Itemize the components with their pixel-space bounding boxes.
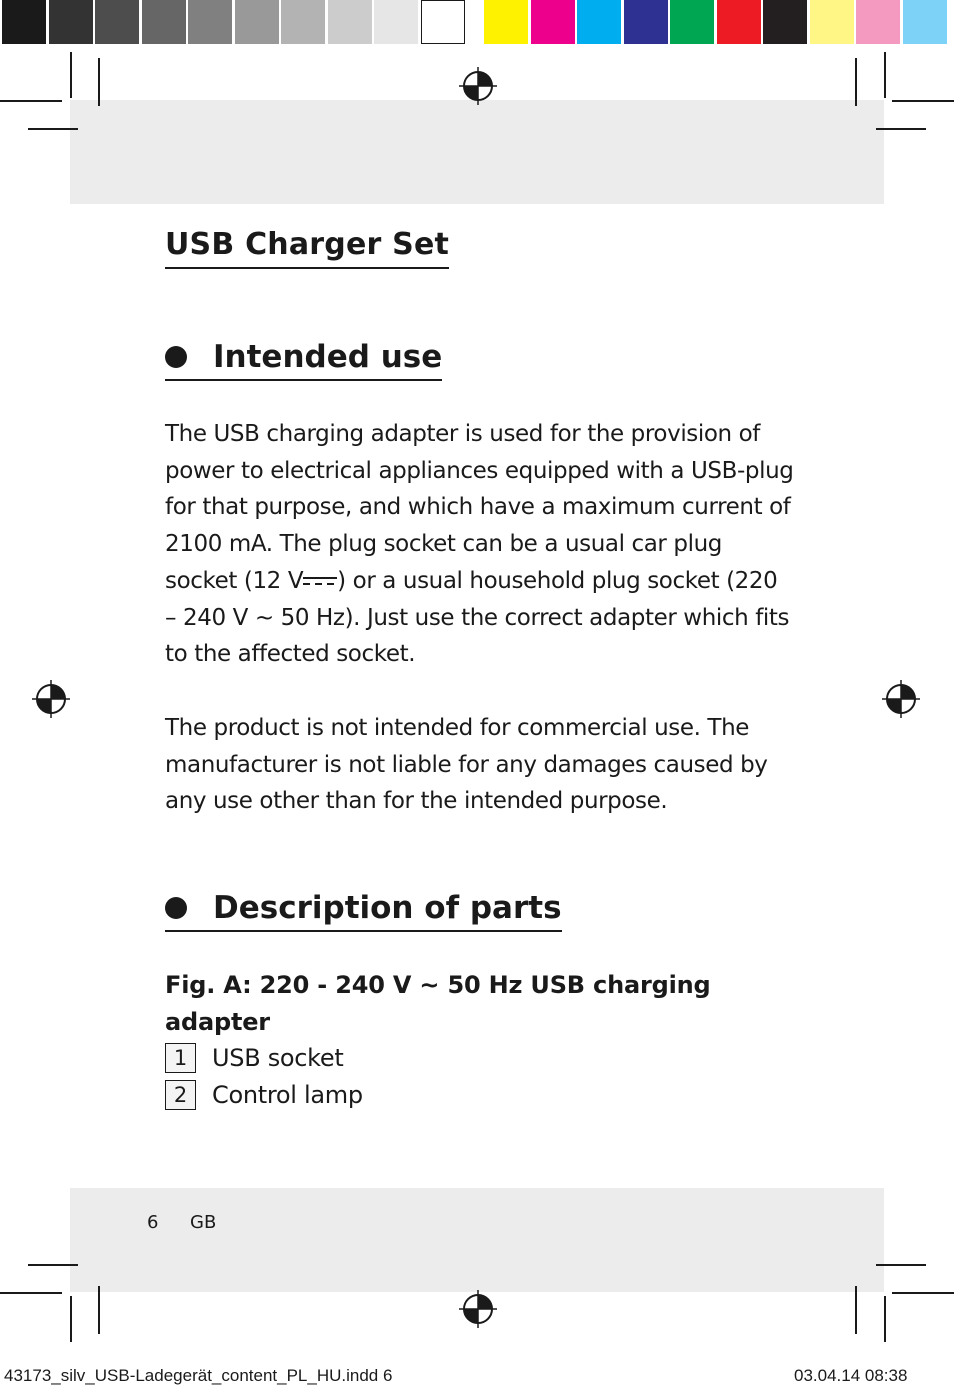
color-swatch [328, 0, 372, 44]
color-swatch [670, 0, 714, 44]
crop-mark [855, 1286, 857, 1334]
page-number: 6 [147, 1212, 159, 1233]
registration-mark-icon [459, 1290, 497, 1328]
color-swatch [624, 0, 668, 44]
part-label: Control lamp [212, 1081, 363, 1109]
footer-band [70, 1188, 884, 1292]
part-item [165, 1042, 344, 1074]
color-swatch [95, 0, 139, 44]
color-swatch [484, 0, 528, 44]
registration-mark-icon [459, 67, 497, 105]
color-swatch [577, 0, 621, 44]
crop-mark [28, 1264, 78, 1266]
part-number: 2 [165, 1080, 196, 1110]
color-swatch [235, 0, 279, 44]
color-swatch [142, 0, 186, 44]
crop-mark [884, 1296, 886, 1342]
bullet-icon [165, 897, 187, 919]
crop-mark [876, 1264, 926, 1266]
color-swatch [281, 0, 325, 44]
crop-mark [98, 58, 100, 106]
language-code: GB [190, 1212, 217, 1233]
color-swatch [763, 0, 807, 44]
registration-mark-icon [32, 680, 70, 718]
intended-use-paragraph-1 [165, 416, 795, 673]
color-calibration-bar [484, 0, 949, 49]
crop-mark [70, 52, 72, 98]
slug-filename: 43173_silv_USB-Ladegerät_content_PL_HU.indd 6 [4, 1366, 393, 1385]
color-swatch [856, 0, 900, 44]
gray-calibration-bar [2, 0, 467, 49]
color-swatch [374, 0, 418, 44]
paragraph-text: The USB charging adapter is used for the provision of power to electrical appliances equipped with a USB-plug for that purpose, and which have a maximum current of 2100 mA. The plug socket can be a usual car plug socket (12 V [165, 421, 794, 594]
color-swatch [188, 0, 232, 44]
header-band [70, 100, 884, 204]
crop-mark [892, 100, 954, 102]
figure-caption: Fig. A: 220 - 240 V ~ 50 Hz USB charging adapter [165, 971, 711, 1036]
page-title: USB Charger Set [165, 225, 449, 269]
crop-mark [876, 128, 926, 130]
registration-mark-icon [882, 680, 920, 718]
color-swatch [810, 0, 854, 44]
color-swatch [717, 0, 761, 44]
crop-mark [892, 1292, 954, 1294]
crop-mark [884, 52, 886, 98]
part-number: 1 [165, 1043, 196, 1073]
intended-use-heading [165, 337, 442, 381]
crop-mark [0, 100, 62, 102]
intended-use-heading-text: Intended use [213, 339, 443, 375]
dc-symbol-icon [303, 574, 337, 588]
crop-mark [70, 1296, 72, 1342]
color-swatch [531, 0, 575, 44]
color-swatch [49, 0, 93, 44]
color-swatch [2, 0, 46, 44]
slug-date: 03.04.14 08:38 [794, 1366, 908, 1385]
description-heading [165, 888, 562, 932]
color-swatch [903, 0, 947, 44]
color-swatch [421, 0, 465, 44]
intended-use-paragraph-2: The product is not intended for commercial use. The manufacturer is not liable for any damages caused by any use other than for the intended purpose. [165, 715, 768, 815]
crop-mark [855, 58, 857, 106]
paragraph-text: ) or a usual household plug socket (220 – 240 V ~ 50 Hz). Just use the correct adapter which fits to the affected socket. [165, 567, 790, 668]
part-item [165, 1079, 363, 1111]
part-label: USB socket [212, 1044, 344, 1072]
description-heading-text: Description of parts [213, 890, 562, 926]
bullet-icon [165, 346, 187, 368]
crop-mark [98, 1286, 100, 1334]
crop-mark [0, 1292, 62, 1294]
crop-mark [28, 128, 78, 130]
